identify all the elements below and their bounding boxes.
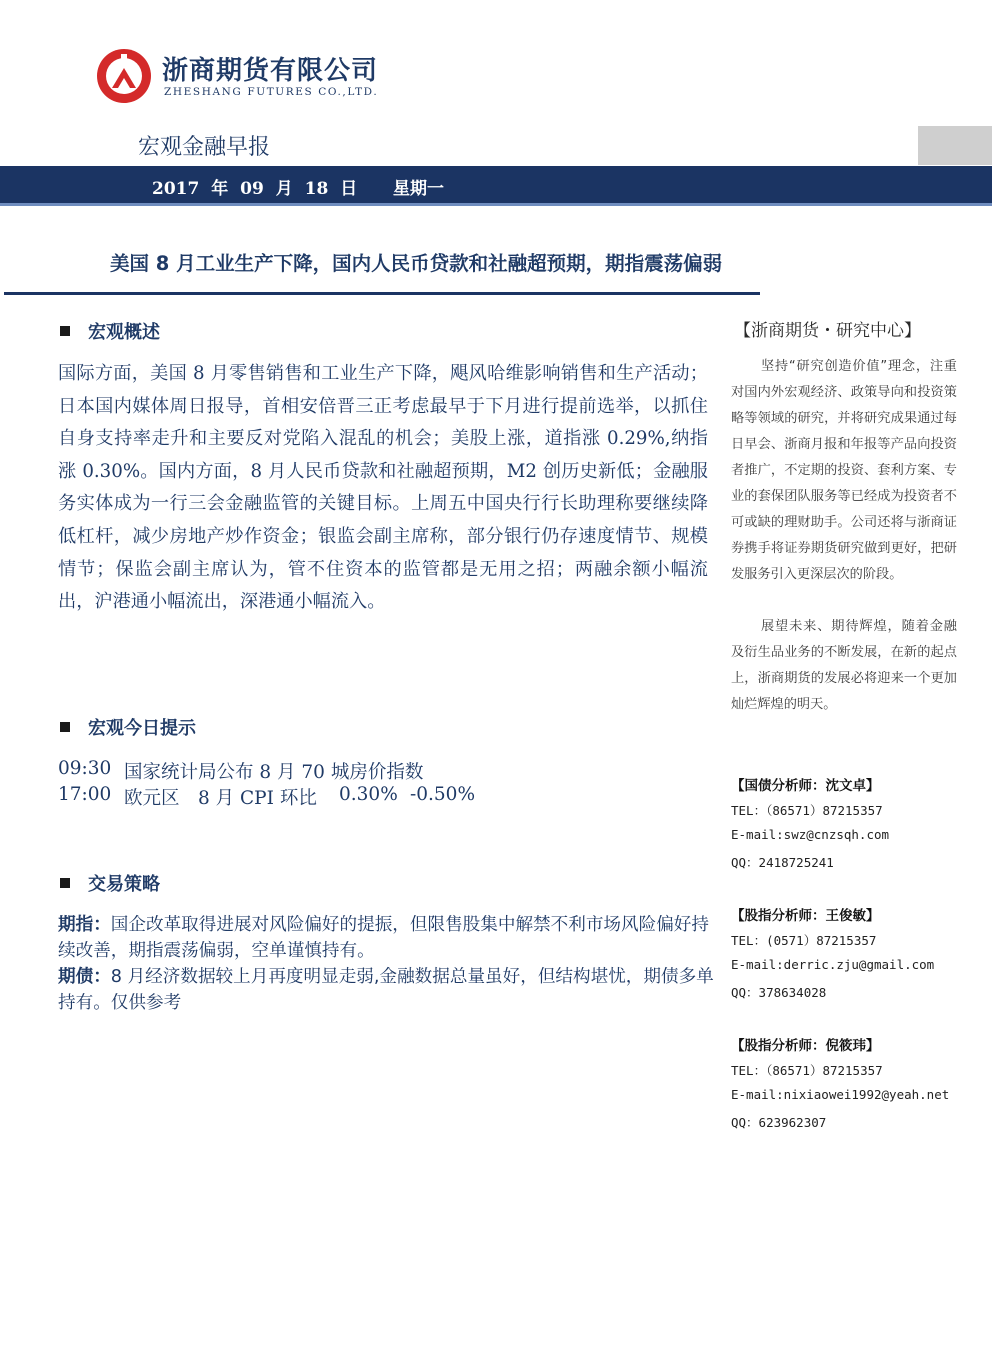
analyst-email[interactable]: E-mail:swz@cnzsqh.com (731, 827, 890, 842)
report-date-line (152, 174, 444, 199)
analyst-name: 【股指分析师：王俊敏】 (731, 908, 880, 924)
headline: 美国 8 月工业生产下降，国内人民币贷款和社融超预期，期指震荡偏弱 (110, 252, 723, 275)
headline-divider (4, 292, 760, 295)
company-logo-icon (96, 48, 152, 104)
analyst-qq: QQ：378634028 (731, 985, 827, 1000)
schedule-row (58, 758, 708, 784)
sidebar-outlook: 展望未来、期待辉煌，随着金融及衍生品业务的不断发展，在新的起点上，浙商期货的发展必将迎来一个更加灿烂辉煌的明天。 (731, 619, 957, 712)
strategy-title: 交易策略 (88, 874, 160, 895)
schedule-row (58, 784, 708, 810)
overview-title: 宏观概述 (88, 322, 160, 343)
schedule-time: 17:00 (58, 784, 112, 805)
section-title-strategy (60, 870, 160, 896)
analyst-qq: QQ：623962307 (731, 1115, 827, 1130)
strategy-text: 8 月经济数据较上月再度明显走弱,金融数据总量虽好，但结构堪忧，期债多单持有。仅供参考 (58, 967, 714, 1013)
analyst-tel: TEL：（86571）87215357 (731, 1063, 883, 1078)
schedule-event: 国家统计局公布 8 月 70 城房价指数 (124, 762, 424, 783)
strategy-label: 期指： (58, 915, 111, 935)
schedule-time: 09:30 (58, 758, 112, 779)
header-decoration (918, 126, 992, 165)
schedule-forecast: -0.50% (410, 784, 476, 805)
schedule-prior: 0.30% (339, 784, 398, 805)
strategy-label: 期债： (58, 967, 111, 987)
analyst-email[interactable]: E-mail:nixiaowei1992@yeah.net (731, 1087, 950, 1102)
strategy-item (58, 912, 714, 964)
schedule-event: 欧元区 8 月 CPI 环比 (124, 788, 317, 809)
section-title-overview (60, 318, 160, 344)
date-bar (0, 166, 992, 206)
analyst-tel: TEL：（86571）87215357 (731, 803, 883, 818)
section-title-today (60, 714, 196, 740)
overview-body: 国际方面，美国 8 月零售销售和工业生产下降，飓风哈维影响销售和生产活动；日本国内媒体周日报导，首相安倍晋三正考虑最早于下月进行提前选举，以抓住自身支持率走升和主要反对党陷入混乱的机会；美股上涨，道指涨 0.29%,纳指涨 0.30%。国内方面，8 月人民币贷款和社融超预期，M2 创历史新低；金融服务实体成为一行三会金融监管的关键目标。上周五中国央行行长助理称要继续降低杠杆，减少房地产炒作资金；银监会副主席称，部分银行仍存速度情节、规模情节；保监会副主席认为，管不住资本的监管都是无用之招；两融余额小幅流出，沪港通小幅流出，深港通小幅流入。 (58, 363, 708, 613)
analyst-name: 【国债分析师：沈文卓】 (731, 778, 880, 794)
strategy-text: 国企改革取得进展对风险偏好的提振，但限售股集中解禁不利市场风险偏好持续改善，期指震荡偏弱，空单谨慎持有。 (58, 915, 709, 961)
report-date: 2017 年 09 月 18 日 (152, 179, 358, 199)
bullet-square-icon (60, 326, 70, 336)
company-name-en: ZHESHANG FUTURES CO.,LTD. (164, 86, 379, 98)
sidebar-title: 【浙商期货・研究中心】 (734, 321, 921, 341)
sidebar-intro: 坚持“研究创造价值”理念，注重对国内外宏观经济、政策导向和投资策略等领域的研究，并将研究成果通过每日早会、浙商月报和年报等产品向投资者推广，不定期的投资、套利方案、专业的套保团队服务等已经成为投资者不可或缺的理财助手。公司还将与浙商证券携手将证券期货研究做到更好，把研发服务引入更深层次的阶段。 (731, 359, 957, 582)
bullet-square-icon (60, 878, 70, 888)
today-title: 宏观今日提示 (88, 718, 196, 739)
strategy-item (58, 964, 714, 1016)
analyst-name: 【股指分析师：倪筱玮】 (731, 1038, 880, 1054)
strategy-body (58, 912, 714, 1016)
company-name-cn: 浙商期货有限公司 (162, 56, 379, 86)
bullet-square-icon (60, 722, 70, 732)
analyst-qq: QQ：2418725241 (731, 855, 834, 870)
analyst-email[interactable]: E-mail:derric.zju@gmail.com (731, 957, 935, 972)
report-type: 宏观金融早报 (138, 135, 271, 160)
report-weekday: 星期一 (393, 179, 444, 199)
analyst-tel: TEL：(0571）87215357 (731, 933, 877, 948)
